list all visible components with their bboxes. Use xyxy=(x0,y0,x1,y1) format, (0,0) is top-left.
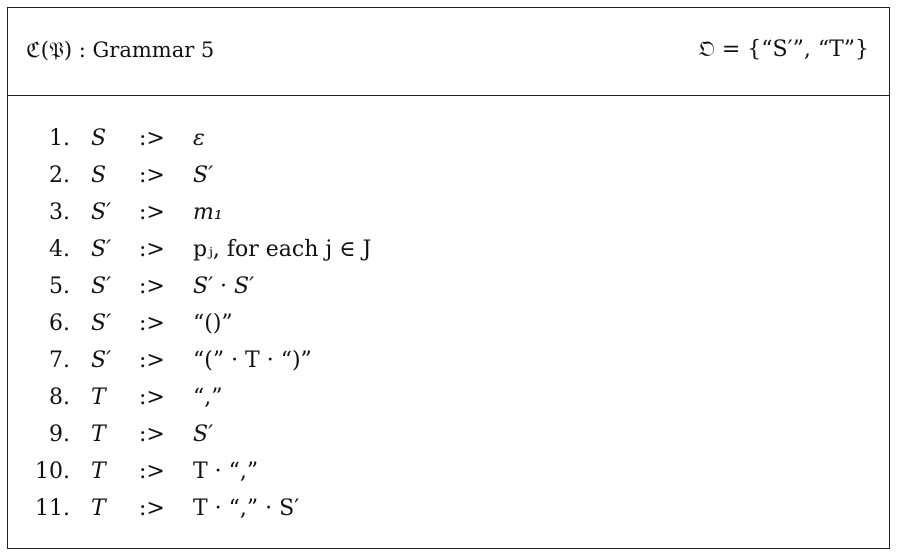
rule-number: 7. xyxy=(49,348,70,373)
grammar-title: ℭ(𝔓) : Grammar 5 xyxy=(26,38,215,62)
rule-operator: :> xyxy=(139,163,165,188)
rule-number: 10. xyxy=(35,459,70,484)
rule-number: 3. xyxy=(49,200,70,225)
rule-number: 5. xyxy=(49,274,70,299)
rule-list xyxy=(8,124,889,531)
rule-rhs: m₁ xyxy=(193,200,223,225)
rule-rhs: S′ xyxy=(193,422,214,447)
rule-rhs: pⱼ, for each j ∈ J xyxy=(193,237,372,262)
rule-row xyxy=(8,124,889,161)
rule-lhs: S′ xyxy=(91,274,112,299)
rule-rhs: “()” xyxy=(193,311,233,336)
rule-number: 6. xyxy=(49,311,70,336)
rule-lhs: S xyxy=(91,163,107,188)
rule-rhs: ε xyxy=(193,126,205,151)
rule-number: 1. xyxy=(49,126,70,151)
rule-row xyxy=(8,235,889,272)
rule-row xyxy=(8,309,889,346)
rule-row xyxy=(8,161,889,198)
rule-operator: :> xyxy=(139,422,165,447)
rule-rhs: T · “,” xyxy=(193,459,259,484)
rule-rhs: S′ xyxy=(193,163,214,188)
rule-number: 4. xyxy=(49,237,70,262)
rule-row xyxy=(8,494,889,531)
rule-lhs: S′ xyxy=(91,348,112,373)
rule-lhs: T xyxy=(91,422,106,447)
rule-operator: :> xyxy=(139,348,165,373)
rule-row xyxy=(8,198,889,235)
rule-row xyxy=(8,272,889,309)
rule-lhs: T xyxy=(91,459,106,484)
rule-lhs: S′ xyxy=(91,311,112,336)
rule-rhs: S′ · S′ xyxy=(193,274,255,299)
rule-operator: :> xyxy=(139,200,165,225)
rule-operator: :> xyxy=(139,311,165,336)
rule-number: 11. xyxy=(35,496,70,521)
rule-row xyxy=(8,420,889,457)
rule-lhs: S′ xyxy=(91,200,112,225)
rule-row xyxy=(8,457,889,494)
rule-rhs: “,” xyxy=(193,385,223,410)
omega-set: 𝔒 = {“S′”, “T”} xyxy=(698,37,869,62)
grammar-box xyxy=(7,7,890,549)
rule-operator: :> xyxy=(139,496,165,521)
rule-lhs: S xyxy=(91,126,107,151)
rule-operator: :> xyxy=(139,237,165,262)
rule-lhs: T xyxy=(91,496,106,521)
rule-rhs: T · “,” · S′ xyxy=(193,496,300,521)
rule-lhs: S′ xyxy=(91,237,112,262)
rule-row xyxy=(8,346,889,383)
rule-operator: :> xyxy=(139,274,165,299)
rule-operator: :> xyxy=(139,385,165,410)
rule-number: 2. xyxy=(49,163,70,188)
rule-lhs: T xyxy=(91,385,106,410)
rule-operator: :> xyxy=(139,459,165,484)
rule-number: 8. xyxy=(49,385,70,410)
rule-rhs: “(” · T · “)” xyxy=(193,348,312,373)
rule-number: 9. xyxy=(49,422,70,447)
rule-row xyxy=(8,383,889,420)
grammar-header xyxy=(8,8,889,96)
rule-operator: :> xyxy=(139,126,165,151)
